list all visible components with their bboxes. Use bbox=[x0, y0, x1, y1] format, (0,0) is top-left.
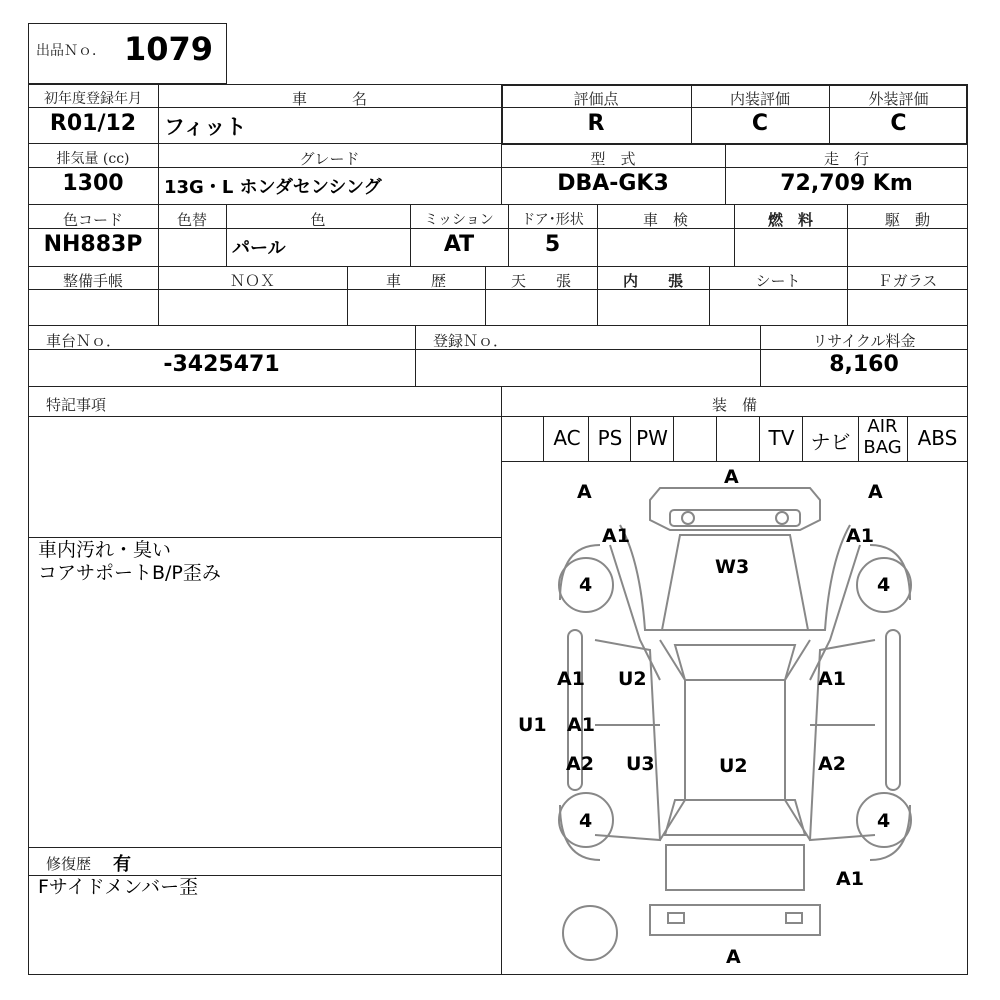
model-value: DBA-GK3 bbox=[557, 171, 669, 196]
displacement-value: 1300 bbox=[62, 171, 124, 196]
damage-rear-bumper: A bbox=[726, 946, 741, 968]
recycle-fee-value: 8,160 bbox=[829, 352, 899, 377]
damage-door-rear-left-top: A1 bbox=[567, 714, 595, 736]
equipment-label: 装 備 bbox=[711, 396, 757, 414]
equipment-abs: ABS bbox=[917, 426, 958, 450]
damage-pillar-left: A1 bbox=[602, 525, 630, 547]
score-value: R bbox=[587, 111, 605, 136]
note-line: コアサポートB/P歪み bbox=[38, 562, 221, 584]
nox-label: ＮＯＸ bbox=[229, 272, 275, 290]
door-label: ドア･形状 bbox=[521, 212, 584, 228]
score-label: 評価点 bbox=[573, 90, 619, 108]
mission-value: AT bbox=[443, 232, 475, 257]
recycle-fee-label: リサイクル料金 bbox=[812, 332, 916, 350]
displacement-label: 排気量 (cc) bbox=[56, 151, 130, 167]
seat-label: シート bbox=[755, 272, 801, 290]
lot-number-label: 出品Ｎｏ． bbox=[36, 43, 106, 59]
car-name-value: フィット bbox=[164, 115, 247, 139]
mileage-label: 走 行 bbox=[823, 150, 869, 168]
color-code-value: NH883P bbox=[43, 232, 143, 257]
damage-step-left: U1 bbox=[518, 714, 547, 736]
inner-lining-label: 内 張 bbox=[622, 272, 683, 290]
damage-front-bumper: A bbox=[724, 466, 739, 488]
registration-label: 登録Ｎｏ． bbox=[433, 332, 509, 350]
color-value: パール bbox=[232, 238, 286, 259]
damage-front-right: A bbox=[868, 481, 883, 503]
tire-front-left: 4 bbox=[579, 574, 593, 596]
damage-windshield: W3 bbox=[715, 556, 750, 578]
damage-pillar-right: A1 bbox=[846, 525, 874, 547]
tire-front-right: 4 bbox=[877, 574, 891, 596]
chassis-value: -3425471 bbox=[163, 352, 280, 377]
equipment-airbag-bottom: BAG bbox=[863, 437, 902, 458]
mileage-value: 72,709 Km bbox=[780, 171, 913, 196]
exterior-value: C bbox=[890, 111, 907, 136]
tire-rear-right: 4 bbox=[877, 810, 891, 832]
f-glass-label: Ｆガラス bbox=[877, 272, 938, 290]
interior-value: C bbox=[751, 111, 769, 136]
damage-door-rear-left: A2 bbox=[566, 753, 594, 775]
equipment-ac: AC bbox=[553, 426, 581, 450]
mission-label: ミッション bbox=[424, 212, 494, 228]
damage-door-rear-right: A2 bbox=[818, 753, 846, 775]
drive-label: 駆 動 bbox=[884, 211, 930, 229]
color-change-label: 色替 bbox=[176, 211, 207, 229]
grade-label: グレード bbox=[299, 150, 360, 168]
note-line: 車内汚れ・臭い bbox=[38, 539, 172, 561]
damage-rear-right: A1 bbox=[836, 868, 864, 890]
damage-roof-center: U3 bbox=[626, 753, 655, 775]
chassis-label: 車台Ｎｏ． bbox=[46, 332, 122, 350]
exterior-label: 外装評価 bbox=[868, 90, 929, 108]
first-reg-label: 初年度登録年月 bbox=[44, 91, 142, 107]
maintenance-label: 整備手帳 bbox=[62, 272, 123, 290]
lot-number: 1079 bbox=[124, 30, 214, 68]
repair-history-value: 有 bbox=[113, 854, 131, 875]
inspection-label: 車 検 bbox=[642, 211, 688, 229]
door-value: 5 bbox=[544, 232, 561, 257]
equipment-airbag-top: AIR bbox=[867, 416, 898, 437]
damage-door-front-left: A1 bbox=[557, 668, 585, 690]
roof-lining-label: 天 張 bbox=[510, 272, 571, 290]
equipment-navi: ナビ bbox=[810, 430, 851, 454]
first-reg-value: R01/12 bbox=[49, 111, 137, 136]
repair-detail: Fサイドメンバー歪 bbox=[38, 876, 199, 898]
history-label: 車 歴 bbox=[385, 272, 446, 290]
repair-history-label: 修復歴 bbox=[46, 855, 92, 873]
fuel-label: 燃 料 bbox=[767, 211, 813, 229]
damage-front-left: A bbox=[577, 481, 592, 503]
notes-label: 特記事項 bbox=[46, 396, 107, 414]
grade-value: 13G・L ホンダセンシング bbox=[164, 177, 382, 198]
equipment-ps: PS bbox=[597, 426, 623, 450]
color-label: 色 bbox=[310, 211, 326, 229]
tire-rear-left: 4 bbox=[579, 810, 593, 832]
color-code-label: 色コード bbox=[62, 211, 123, 229]
damage-roof: U2 bbox=[719, 755, 748, 777]
equipment-pw: PW bbox=[636, 426, 668, 450]
damage-door-front-right: A1 bbox=[818, 668, 846, 690]
interior-label: 内装評価 bbox=[729, 90, 790, 108]
car-name-label: 車 名 bbox=[291, 90, 367, 108]
equipment-tv: TV bbox=[768, 426, 795, 450]
model-label: 型 式 bbox=[590, 150, 636, 168]
damage-roof-left: U2 bbox=[618, 668, 647, 690]
